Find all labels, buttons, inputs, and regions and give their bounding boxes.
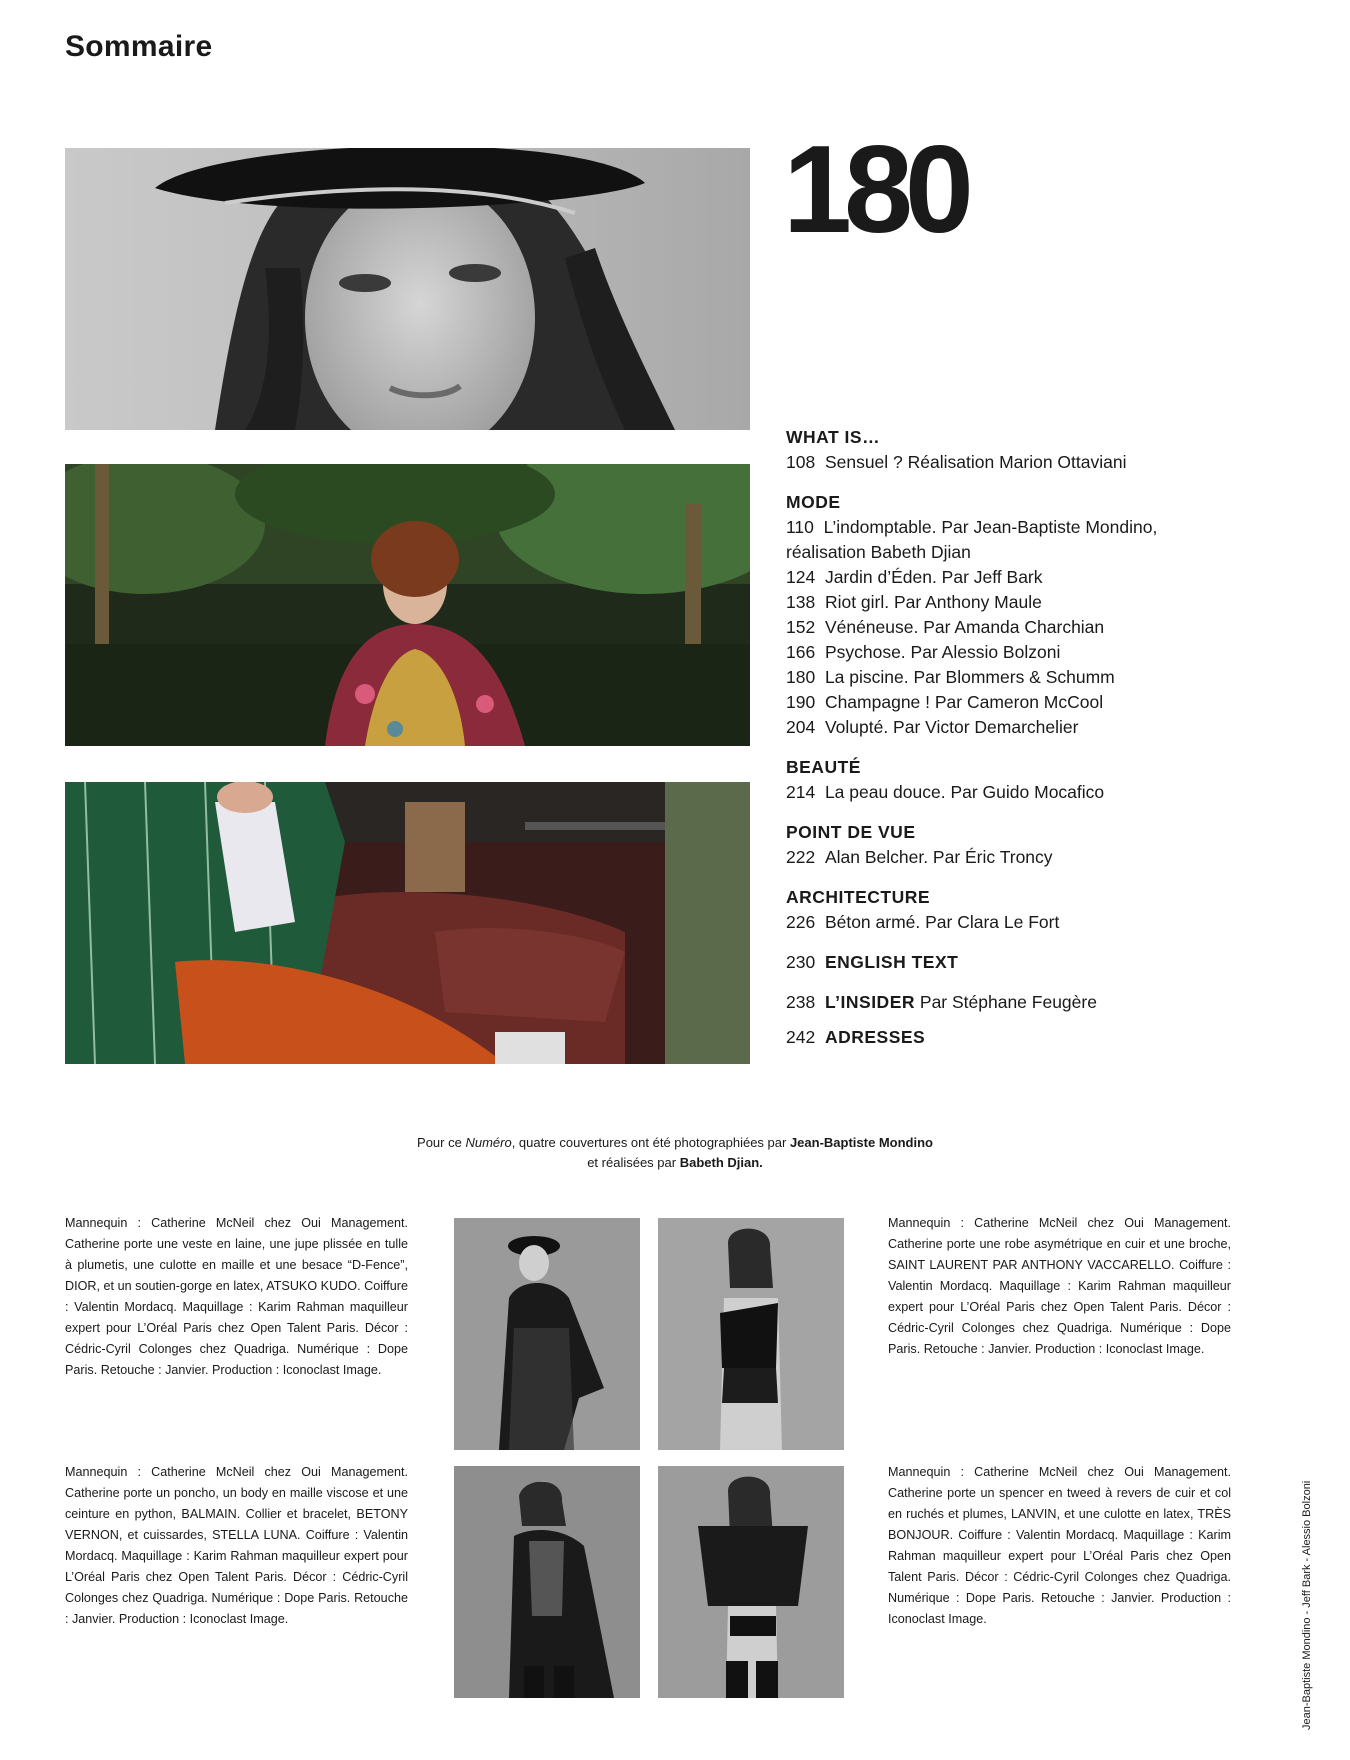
cover-credit-text: Mannequin : Catherine McNeil chez Oui Management. Catherine porte un spencer en tweed à revers de cuir et col en ruchés et plumes, LANVIN, et une culotte en latex, TRÈS BONJOUR. Coiffure : Valentin Mordacq. Maquillage : Karim Rahman maquilleur expert pour L’Oréal Paris chez Open Talent Paris. Décor : Cédric-Cyril Colonges chez Quadriga. Numérique : Dope Paris. Retouche : Janvier. Production : Iconoclast Image. <box>888 1465 1231 1626</box>
issue-number: 180 <box>783 121 966 259</box>
cover-credit-text: Mannequin : Catherine McNeil chez Oui Management. Catherine porte une robe asymétrique en cuir et une broche, SAINT LAURENT PAR ANTHONY VACCARELLO. Coiffure : Valentin Mordacq. Maquillage : Karim Rahman maquilleur expert pour L’Oréal Paris chez Open Talent Paris. Décor : Cédric-Cyril Colonges chez Quadriga. Numérique : Dope Paris. Retouche : Janvier. Production : Iconoclast Image. <box>888 1216 1231 1356</box>
portrait-photo-image <box>65 148 750 430</box>
toc-entry: réalisation Babeth Djian <box>786 542 971 562</box>
toc-section-heading: POINT DE VUE <box>786 822 916 842</box>
table-of-contents <box>786 425 1266 1050</box>
cover-note: Pour ce Numéro, quatre couvertures ont été photographiées par Jean-Baptiste Mondino et réalisées par Babeth Djian. <box>417 1135 933 1170</box>
portrait-photo <box>65 148 750 430</box>
cover-thumbnail-image <box>454 1466 640 1698</box>
toc-entry: 152 Vénéneuse. Par Amanda Charchian <box>786 617 1105 637</box>
toc-entry: 214 La peau douce. Par Guido Mocafico <box>786 782 1105 802</box>
toc-section-heading: WHAT IS… <box>786 427 881 447</box>
cover-credit-text: Mannequin : Catherine McNeil chez Oui Management. Catherine porte une veste en laine, une jupe plissée en tulle à plumetis, une culotte en maille et une besace “D-Fence”, DIOR, et un soutien-gorge en latex, ATSUKO KUDO. Coiffure : Valentin Mordacq. Maquillage : Karim Rahman maquilleur expert pour L’Oréal Paris chez Open Talent Paris. Décor : Cédric-Cyril Colonges chez Quadriga. Numérique : Dope Paris. Retouche : Janvier. Production : Iconoclast Image. <box>65 1216 408 1377</box>
toc-entry: 226 Béton armé. Par Clara Le Fort <box>786 912 1060 932</box>
toc-entry: 222 Alan Belcher. Par Éric Troncy <box>786 847 1053 867</box>
cover-credit-text: Mannequin : Catherine McNeil chez Oui Management. Catherine porte un poncho, un body en maille viscose et une ceinture en python, BALMAIN. Collier et bracelet, BETONY VERNON, et cuissardes, STELLA LUNA. Coiffure : Valentin Mordacq. Maquillage : Karim Rahman maquilleur expert pour L’Oréal Paris chez Open Talent Paris. Décor : Cédric-Cyril Colonges chez Quadriga. Numérique : Dope Paris. Retouche : Janvier. Production : Iconoclast Image. <box>65 1465 408 1626</box>
cover-thumbnail-image <box>454 1218 640 1450</box>
cover-thumbnail <box>454 1466 640 1698</box>
toc-entry: 180 La piscine. Par Blommers & Schumm <box>786 667 1115 687</box>
garden-photo-image <box>65 464 750 746</box>
toc-section-heading: ARCHITECTURE <box>786 887 931 907</box>
toc-entry: 108 Sensuel ? Réalisation Marion Ottaviani <box>786 452 1127 472</box>
cover-thumbnail <box>658 1218 844 1450</box>
cover-thumbnail <box>658 1466 844 1698</box>
toc-entry: 190 Champagne ! Par Cameron McCool <box>786 692 1104 712</box>
toc-adresses: 242 ADRESSES <box>786 1027 926 1047</box>
toc-section-heading: MODE <box>786 492 841 512</box>
photo-credit-text: Jean-Baptiste Mondino - Jeff Bark - Alessio Bolzoni <box>1301 1480 1313 1730</box>
cover-thumbnail <box>454 1218 640 1450</box>
photo-credit-vertical <box>1300 1390 1316 1730</box>
toc-entry: 110 L’indomptable. Par Jean-Baptiste Mondino, <box>786 517 1158 537</box>
garden-photo <box>65 464 750 746</box>
car-photo <box>65 782 750 1064</box>
cover-thumbnail-image <box>658 1466 844 1698</box>
toc-entry: 204 Volupté. Par Victor Demarchelier <box>786 717 1079 737</box>
toc-entry: 124 Jardin d’Éden. Par Jeff Bark <box>786 567 1043 587</box>
cover-thumbnail-image <box>658 1218 844 1450</box>
toc-insider: 238 L’INSIDER Par Stéphane Feugère <box>786 992 1097 1012</box>
toc-entry: 138 Riot girl. Par Anthony Maule <box>786 592 1042 612</box>
toc-section-heading: BEAUTÉ <box>786 757 861 777</box>
car-photo-image <box>65 782 750 1064</box>
page-title: Sommaire <box>65 30 213 63</box>
toc-entry: 166 Psychose. Par Alessio Bolzoni <box>786 642 1061 662</box>
toc-english-text: 230 ENGLISH TEXT <box>786 952 959 972</box>
